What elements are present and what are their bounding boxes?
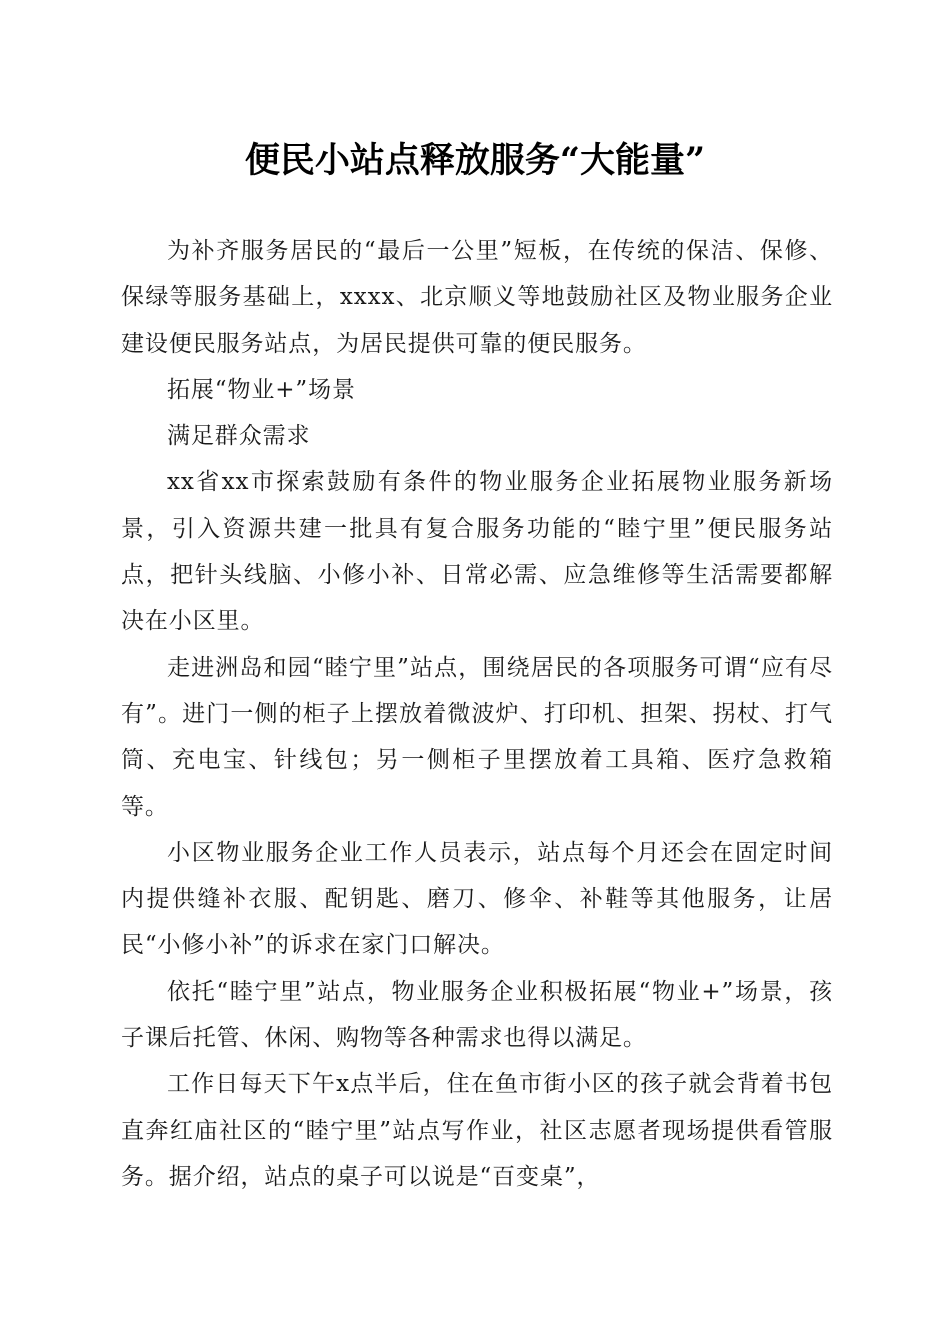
page-title: 便民小站点释放服务“大能量” [244, 140, 706, 181]
paragraph: xx省xx市探索鼓励有条件的物业服务企业拓展物业服务新场景，引入资源共建一批具有复合服务功能的“睦宁里”便民服务站点，把针头线脑、小修小补、日常必需、应急维修等生活需要都解决在小区里。 [121, 469, 833, 635]
paragraph: 依托“睦宁里”站点，物业服务企业积极拓展“物业+”场景，孩子课后托管、休闲、购物等各种需求也得以满足。 [121, 978, 833, 1052]
paragraph: 走进洲岛和园“睦宁里”站点，围绕居民的各项服务可谓“应有尽有”。进门一侧的柜子上摆放着微波炉、打印机、担架、拐杖、打气筒、充电宝、针线包；另一侧柜子里摆放着工具箱、医疗急救箱等。 [121, 654, 833, 820]
paragraph: 小区物业服务企业工作人员表示，站点每个月还会在固定时间内提供缝补衣服、配钥匙、磨刀、修伞、补鞋等其他服务，让居民“小修小补”的诉求在家门口解决。 [121, 839, 833, 959]
paragraph: 为补齐服务居民的“最后一公里”短板，在传统的保洁、保修、保绿等服务基础上，xxxx、北京顺义等地鼓励社区及物业服务企业建设便民服务站点，为居民提供可靠的便民服务。 [121, 238, 833, 357]
document-body [121, 228, 833, 1200]
section-heading: 满足群众需求 [167, 423, 311, 450]
section-heading: 拓展“物业+”场景 [167, 376, 356, 403]
paragraph: 工作日每天下午x点半后，住在鱼市街小区的孩子就会背着书包直奔红庙社区的“睦宁里”站点写作业，社区志愿者现场提供看管服务。据介绍，站点的桌子可以说是“百变桌”， [121, 1071, 833, 1190]
